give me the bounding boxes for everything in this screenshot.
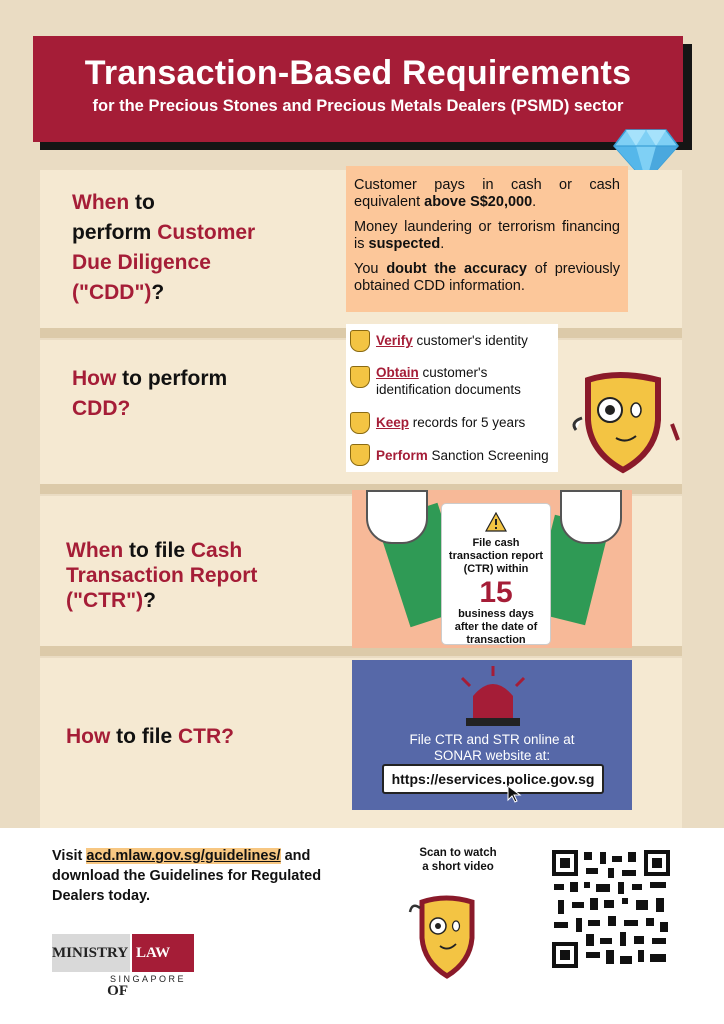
- q-word: Transaction Report: [66, 564, 258, 587]
- sonar-line: SONAR website at:: [433, 748, 551, 763]
- card-text: business days: [458, 608, 534, 620]
- logo-subtitle: SINGAPORE: [110, 974, 187, 984]
- q-word: ?: [151, 281, 165, 304]
- warning-icon: [485, 512, 507, 532]
- sonar-url-box[interactable]: https://eservices.police.gov.sg: [382, 764, 604, 794]
- sonar-line: File CTR and STR online at: [409, 732, 575, 747]
- q-word: ("CTR"): [66, 589, 144, 612]
- list-item: Perform Sanction Screening: [376, 448, 549, 463]
- question-how-ctr: [66, 722, 286, 752]
- q-word: When: [66, 539, 124, 562]
- q-word: Cash: [190, 539, 243, 562]
- visit-guidelines-text: [52, 846, 362, 906]
- condition-item: Money laundering or terrorism financing is suspected.: [354, 219, 620, 252]
- cursor-icon: [506, 784, 524, 804]
- title-banner: [33, 36, 683, 142]
- document-icon: [350, 366, 370, 388]
- siren-icon: [448, 664, 538, 726]
- page-title: Transaction-Based Requirements: [84, 54, 632, 92]
- qr-code-icon[interactable]: [550, 848, 672, 970]
- sonar-instructions: [352, 732, 632, 764]
- scan-caption: [408, 846, 508, 874]
- q-word: Customer: [157, 221, 256, 244]
- question-how-cdd: [72, 364, 292, 424]
- right-glove-hand: [560, 490, 622, 544]
- logo-word: MINISTRY OF: [52, 934, 130, 972]
- visit-text: Visit: [52, 848, 87, 864]
- list-item: Obtain customer's identification documents: [376, 365, 521, 397]
- card-text: File cash: [472, 537, 520, 549]
- q-word: to file: [116, 725, 173, 748]
- q-word: to: [135, 191, 155, 214]
- sonar-box: [352, 660, 632, 810]
- magnifier-icon: [350, 330, 370, 352]
- q-word: CTR?: [178, 725, 235, 748]
- condition-item: You doubt the accuracy of previously obtained CDD information.: [354, 261, 620, 294]
- card-text: (CTR) within: [463, 563, 529, 575]
- cdd-conditions-box: [346, 166, 628, 312]
- q-word: to perform: [122, 367, 228, 390]
- scan-line: a short video: [422, 861, 494, 873]
- card-text: after the date of: [454, 621, 538, 633]
- ministry-of-law-logo: [52, 934, 194, 999]
- list-item: Verify customer's identity: [376, 333, 528, 348]
- cdd-steps-list: [346, 324, 558, 472]
- ctr-illustration: [352, 490, 632, 648]
- q-word: Due Diligence: [72, 251, 211, 274]
- q-word: How: [66, 725, 111, 748]
- question-when-ctr: [66, 538, 306, 613]
- left-glove-hand: [366, 490, 428, 544]
- shield-mascot-icon: [568, 370, 684, 476]
- q-word: CDD?: [72, 397, 131, 420]
- page-subtitle: for the Precious Stones and Precious Metals Dealers (PSMD) sector: [92, 97, 624, 115]
- screening-icon: [350, 444, 370, 466]
- card-text: transaction: [466, 634, 526, 646]
- q-word: perform: [72, 221, 152, 244]
- scan-line: Scan to watch: [419, 847, 497, 859]
- q-word: ("CDD"): [72, 281, 152, 304]
- folder-icon: [350, 412, 370, 434]
- guidelines-link[interactable]: acd.mlaw.gov.sg/guidelines/: [86, 848, 281, 864]
- q-word: When: [72, 191, 130, 214]
- mascot-waving-icon: [408, 892, 484, 980]
- card-text: transaction report: [448, 550, 544, 562]
- visit-text: and download the Guidelines for Regulated Dealers today.: [52, 848, 322, 904]
- deadline-days: 15: [479, 576, 513, 609]
- logo-word: LAW: [132, 934, 194, 972]
- q-word: How: [72, 367, 117, 390]
- q-word: to file: [129, 539, 185, 562]
- q-word: ?: [143, 589, 156, 612]
- question-when-cdd: [72, 188, 312, 308]
- list-item: Keep records for 5 years: [376, 415, 526, 430]
- condition-item: Customer pays in cash or cash equivalent above S$20,000.: [354, 177, 620, 210]
- ctr-deadline-card: [442, 504, 550, 644]
